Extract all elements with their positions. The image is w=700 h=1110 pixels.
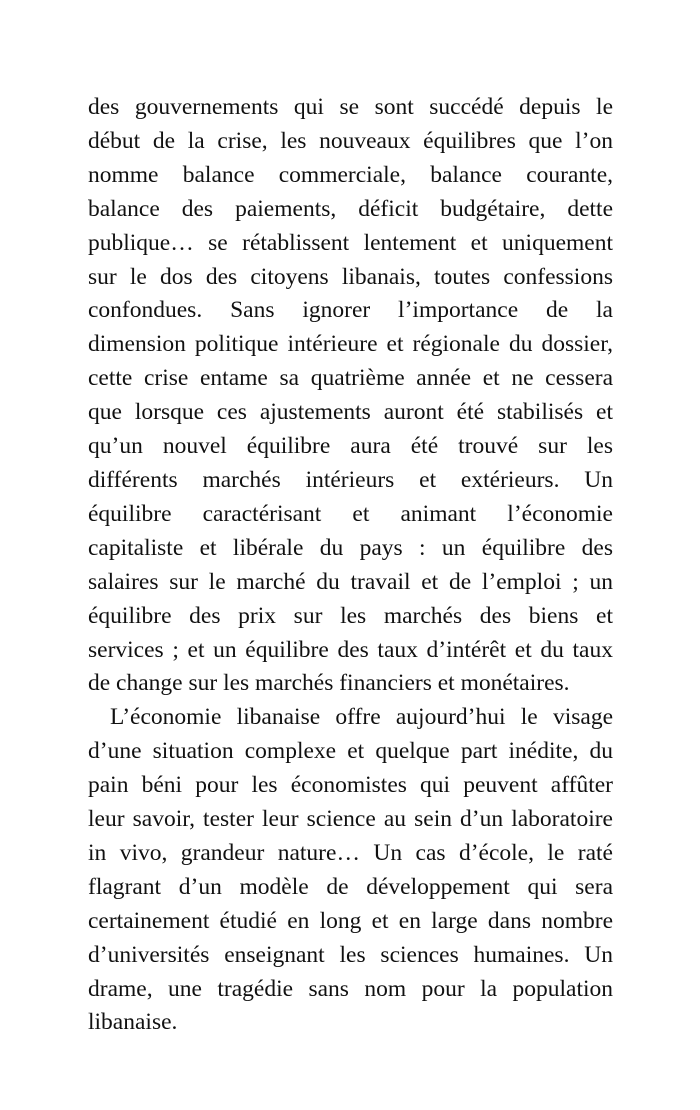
text-line: des gouvernements qui se sont succédé depuis le	[88, 94, 613, 120]
text-line: services ; et un équilibre des taux d’intérêt et du taux	[88, 636, 613, 663]
text-line: que lorsque ces ajustements auront été stabilisés et	[88, 399, 613, 426]
document-page	[88, 91, 613, 1040]
text-line: différents marchés intérieurs et extérieurs. Un	[88, 466, 613, 493]
text-line: dimension politique intérieure et régionale du dossier,	[88, 331, 613, 358]
text-line: sur le dos des citoyens libanais, toutes confessions	[88, 263, 613, 290]
text-line: in vivo, grandeur nature… Un cas d’école, le raté	[88, 839, 613, 866]
text-line: pain béni pour les économistes qui peuvent affûter	[88, 772, 613, 799]
text-line: d’universités enseignant les sciences humaines. Un	[88, 941, 613, 968]
text-line: certainement étudié en long et en large dans nombre	[88, 907, 613, 934]
text-line: salaires sur le marché du travail et de l’emploi ; un	[88, 568, 613, 595]
text-line: confondues. Sans ignorer l’importance de la	[88, 297, 613, 324]
paragraph	[88, 701, 613, 1040]
text-line: flagrant d’un modèle de développement qui sera	[88, 873, 613, 900]
paragraph	[88, 91, 613, 701]
text-line: cette crise entame sa quatrième année et ne cessera	[88, 365, 613, 392]
text-line: qu’un nouvel équilibre aura été trouvé sur les	[88, 433, 613, 460]
text-line: leur savoir, tester leur science au sein d’un laboratoire	[88, 806, 613, 833]
text-line: capitaliste et libérale du pays : un équilibre des	[88, 534, 613, 561]
text-line: équilibre des prix sur les marchés des biens et	[88, 602, 613, 629]
text-line: libanaise.	[88, 1009, 178, 1036]
text-line: drame, une tragédie sans nom pour la population	[88, 975, 613, 1002]
text-line: publique… se rétablissent lentement et uniquement	[88, 229, 613, 256]
text-line: L’économie libanaise offre aujourd’hui le visage	[110, 704, 613, 731]
text-line: d’une situation complexe et quelque part inédite, du	[88, 738, 613, 765]
text-line: balance des paiements, déficit budgétaire, dette	[88, 195, 613, 222]
text-line: équilibre caractérisant et animant l’économie	[88, 500, 613, 527]
text-line: de change sur les marchés financiers et monétaires.	[88, 670, 570, 697]
text-line: début de la crise, les nouveaux équilibres que l’on	[88, 127, 613, 154]
text-line: nomme balance commerciale, balance courante,	[88, 161, 613, 188]
